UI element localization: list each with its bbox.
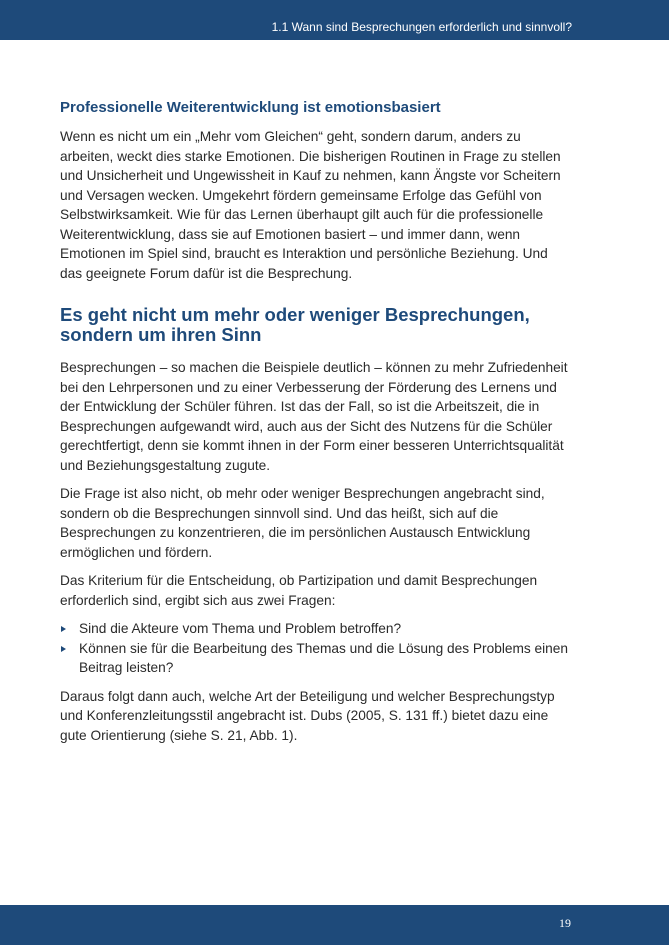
- list-item: [60, 639, 570, 678]
- paragraph-emotions: Wenn es nicht um ein „Mehr vom Gleichen“ geht, sondern darum, anders zu arbeiten, weckt dies starke Emotionen. Die bisherigen Routinen in Frage zu stellen und Unsicherheit und Ungewissheit in Kauf zu nehmen, kann Ängste vor Scheitern und Versagen wecken. Umgekehrt fördern gemeinsame Erfolge das Gefühl von Selbstwirksamkeit. Wie für das Lernen überhaupt gilt auch für die professionelle Weiterentwicklung, dass sie auf Emotionen basiert – und immer dann, wenn Emotionen im Spiel sind, braucht es Interaktion und persönliche Beziehung. Und das geeignete Forum dafür ist die Besprechung.: [60, 129, 561, 281]
- section-heading-meaning: Es geht nicht um mehr oder weniger Besprechungen, sondern um ihren Sinn: [60, 304, 530, 345]
- header-bar: [0, 0, 669, 40]
- paragraph-question: Die Frage ist also nicht, ob mehr oder weniger Besprechungen angebracht sind, sondern ob die Besprechungen sinnvoll sind. Und das heißt, sich auf die Besprechungen zu konzentrieren, die im persönlichen Austausch Entwicklung ermöglichen und fördern.: [60, 486, 545, 560]
- criteria-list: [60, 619, 570, 678]
- list-item-text: Sind die Akteure vom Thema und Problem betroffen?: [79, 621, 402, 636]
- triangle-bullet-icon: [61, 626, 66, 632]
- section-heading-emotions: Professionelle Weiterentwicklung ist emotionsbasiert: [60, 99, 441, 116]
- list-item: [60, 619, 570, 639]
- page-number: 19: [559, 916, 571, 930]
- triangle-bullet-icon: [61, 646, 66, 652]
- footer-bar: [0, 905, 669, 945]
- list-item-text: Können sie für die Bearbeitung des Themas und die Lösung des Problems einen Beitrag leisten?: [79, 640, 569, 675]
- page-content: [60, 98, 570, 754]
- paragraph-criterion: Das Kriterium für die Entscheidung, ob Partizipation und damit Besprechungen erforderlich sind, ergibt sich aus zwei Fragen:: [60, 573, 538, 608]
- running-head: 1.1 Wann sind Besprechungen erforderlich und sinnvoll?: [271, 20, 572, 34]
- paragraph-benefits: Besprechungen – so machen die Beispiele deutlich – können zu mehr Zufriedenheit bei den Lehrpersonen und zu einer Verbesserung der Förderung des Lernens und der Entwicklung der Schüler führen. Ist das der Fall, so ist die Arbeitszeit, die in Besprechungen aufgewandt wird, auch aus der Sicht des Nutzens für die Schüler gerechtfertigt, denn sie kommt ihnen in der Form einer besseren Unterrichtsqualität und Beziehungsgestaltung zugute.: [60, 360, 568, 473]
- paragraph-conclusion: Daraus folgt dann auch, welche Art der Beteiligung und welcher Besprechungstyp und Konferenzleitungsstil angebracht ist. Dubs (2005, S. 131 ff.) bietet dazu eine gute Orientierung (siehe S. 21, Abb. 1).: [60, 688, 555, 743]
